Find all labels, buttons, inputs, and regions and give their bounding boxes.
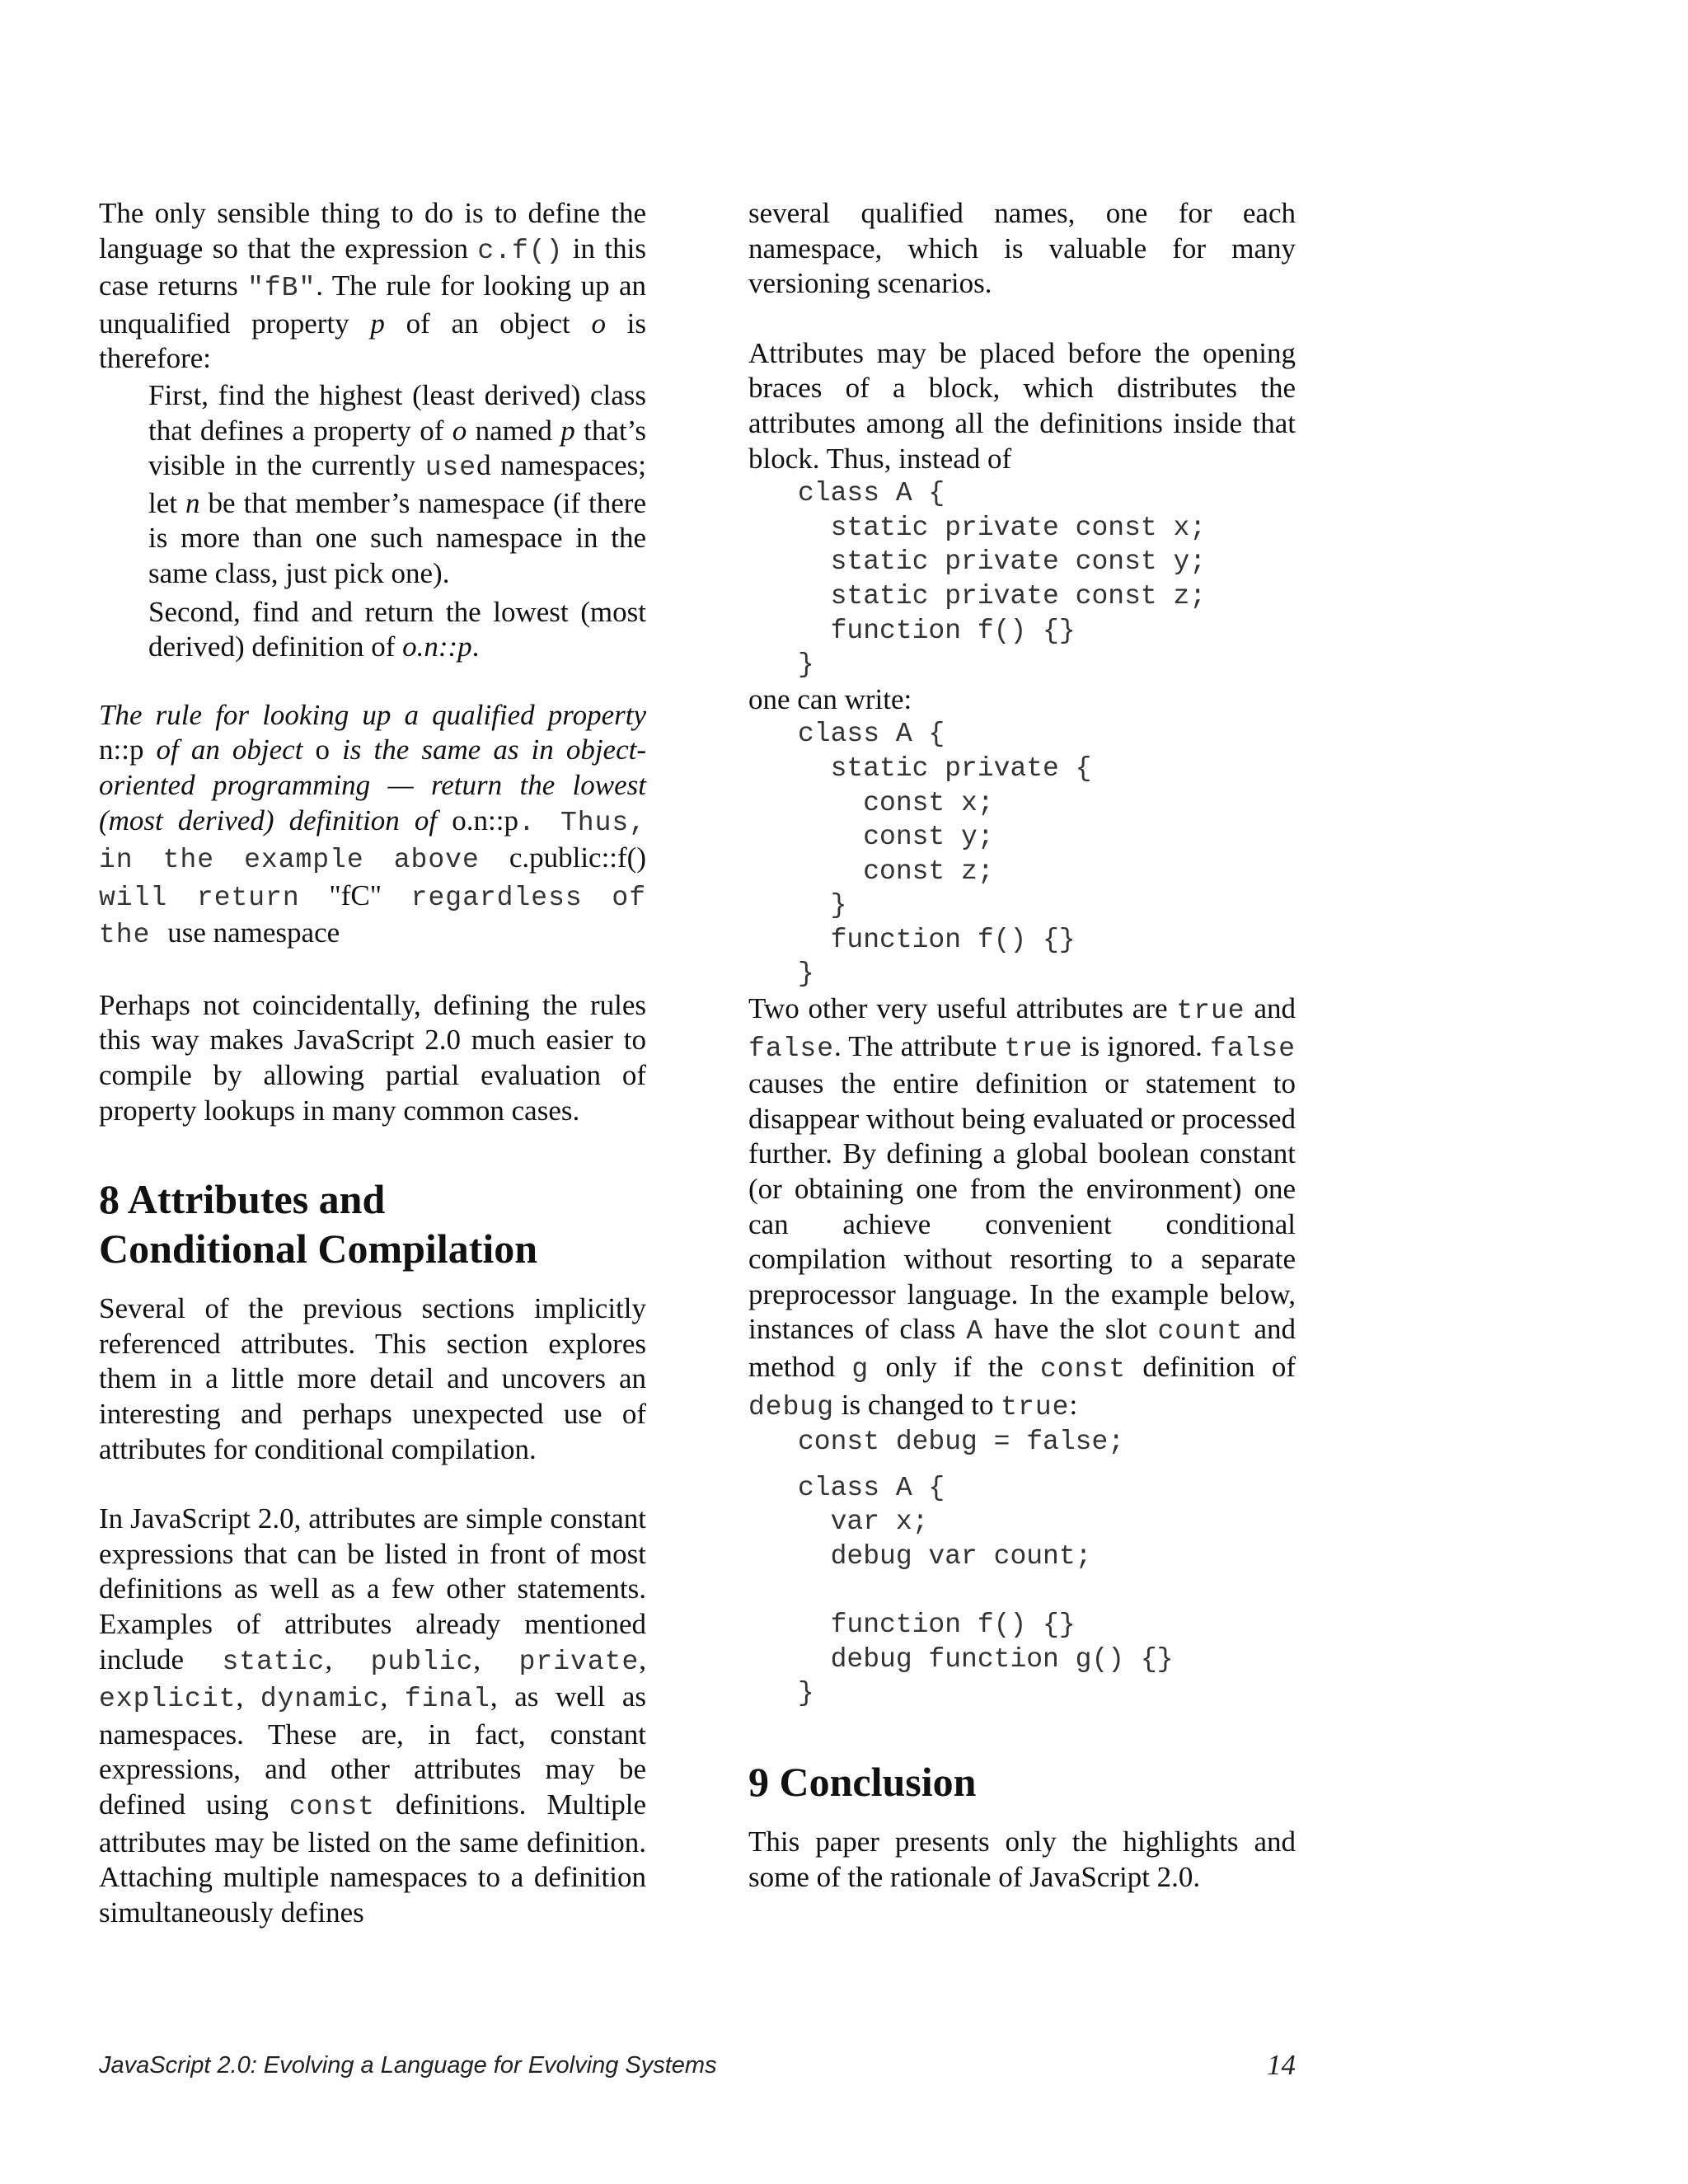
perhaps-paragraph: Perhaps not coincidentally, defining the rules this way makes JavaScript 2.0 much easier to compile by allowing partial evaluation of property lookups in many common cases.: [99, 988, 646, 1127]
rule-first: First, find the highest (least derived) class that defines a property of o named p that’s visible in the currently used namespaces; let n be that member’s namespace (if there is more than one such namespace in the same class, just pick one).: [148, 378, 647, 589]
page-number: 14: [1267, 2049, 1296, 2081]
code-debug-const: const debug = false;: [798, 1427, 1125, 1458]
section-9-heading: 9 Conclusion: [748, 1758, 977, 1805]
code-debug-class: class A { var x; debug var count; function f() {} debug function g() {} }: [798, 1472, 1174, 1709]
intro-paragraph: The only sensible thing to do is to define the language so that the expression c.f() in this case returns "fB". The rule for looking up an unqualified property p of an object o is therefore:: [99, 197, 646, 375]
footer-title: JavaScript 2.0: Evolving a Language for Evolving Systems: [99, 2052, 717, 2079]
true-false-paragraph: Two other very useful attributes are true and false. The attribute true is ignored. false causes the entire definition or statement to disappear without being evaluated or processed further. By defining a global boolean constant (or obtaining one from the environment) one can achieve convenient conditional compilation without resorting to a separate preprocessor language. In the example below, instances of class A have the slot count and method g only if the const definition of debug is changed to true:: [748, 992, 1296, 1422]
rule-second: Second, find and return the lowest (most derived) definition of o.n::p.: [148, 595, 646, 663]
continuation-paragraph: several qualified names, one for each namespace, which is valuable for many versioning scenarios.: [748, 197, 1296, 300]
code-example-after: class A { static private { const x; const y; const z; } function f() {} }: [798, 719, 1092, 990]
one-can-write: one can write:: [748, 682, 912, 715]
qualified-paragraph: The rule for looking up a qualified property n::p of an object o is the same as in object-oriented programming — return the lowest (most derived) definition of o.n::p. Thus, in the example above c.public::f() will return "fC" regardless of the use namespace: [99, 698, 647, 951]
several-paragraph: Several of the previous sections implicitly referenced attributes. This section explores them in a little more detail and uncovers an interesting and perhaps unexpected use of attributes for conditional compilation.: [99, 1292, 646, 1465]
conclusion-paragraph: This paper presents only the highlights and some of the rationale of JavaScript 2.0.: [748, 1825, 1296, 1893]
attributes-paragraph: In JavaScript 2.0, attributes are simple constant expressions that can be listed in front of most definitions as well as a few other statements. Examples of attributes already mentioned include static, public, private, explicit, dynamic, final, as well as namespaces. These are, in fact, constant expressions, and other attributes may be defined using const definitions. Multiple attributes may be listed on the same definition. Attaching multiple namespaces to a definition simultaneously defines: [99, 1502, 647, 1929]
attributes-block-paragraph: Attributes may be placed before the opening braces of a block, which distributes the attributes among all the definitions inside that block. Thus, instead of: [748, 336, 1296, 475]
page-footer: [99, 2049, 1296, 2088]
code-example-before: class A { static private const x; static private const y; static private const z; function f() {} }: [798, 478, 1207, 681]
left-column: [99, 196, 646, 1930]
right-column: [748, 196, 1296, 1895]
lookup-rule: [148, 378, 646, 665]
section-8-heading: 8 Attributes and Conditional Compilation: [99, 1176, 538, 1272]
